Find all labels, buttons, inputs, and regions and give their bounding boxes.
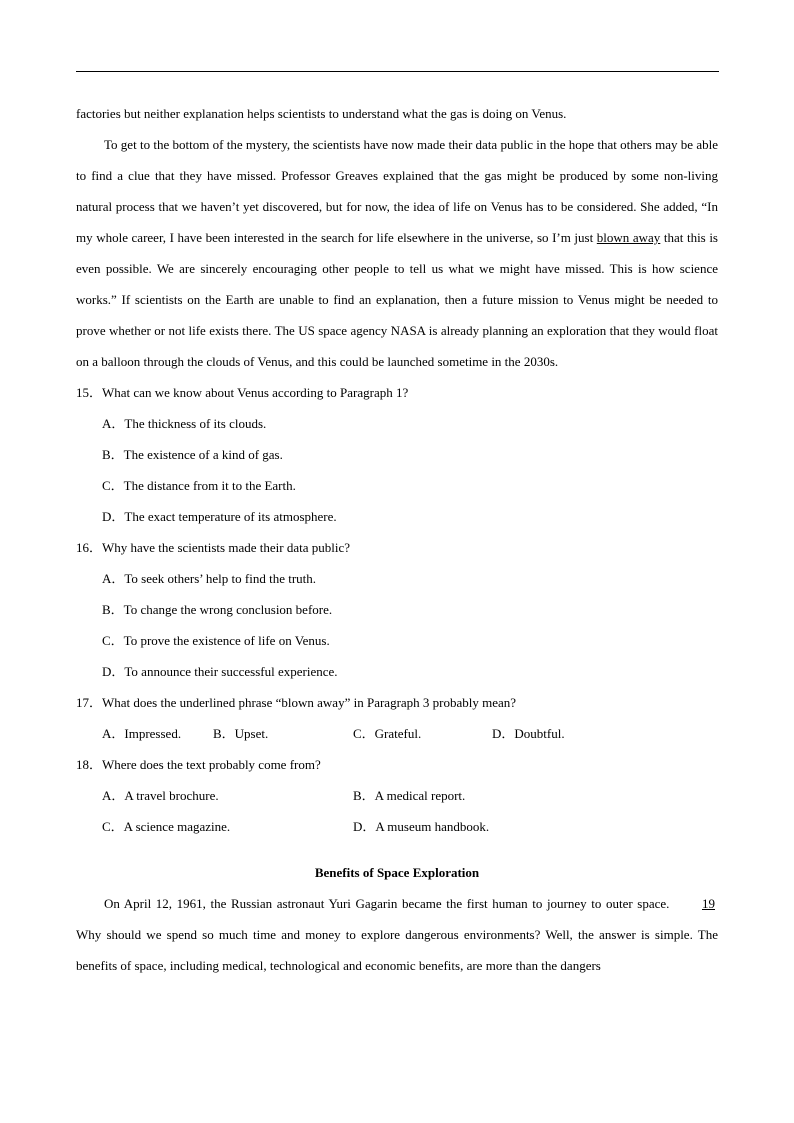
- paragraph-continued: factories but neither explanation helps scientists to understand what the gas is doing on Venus.: [76, 106, 567, 121]
- q16-option-a: A．To seek others’ help to find the truth.: [102, 571, 317, 586]
- question-17: 17．What does the underlined phrase “blown away” in Paragraph 3 probably mean?: [76, 695, 517, 710]
- question-16: 16．Why have the scientists made their data public?: [76, 540, 350, 555]
- passage-2-text-b: Why should we spend so much time and money to explore dangerous environments? Well, the answer is simple. The benefits of space, including medical, technological and economic benefits, are more than the dangers: [76, 927, 718, 973]
- paragraph-3-text-a: To get to the bottom of the mystery, the scientists have now made their data public in the hope that others may be able to find a clue that they have missed. Professor Greaves explained that the gas might be produced by some non-living natural process that we haven’t yet discovered, but for now, the idea of life on Venus has to be considered. She added, “In my whole career, I have been interested in the search for life elsewhere in the universe, so I’m just: [76, 137, 718, 245]
- question-15: 15．What can we know about Venus according to Paragraph 1?: [76, 385, 409, 400]
- q17-option-b: B．Upset.: [213, 726, 269, 741]
- passage-2-paragraph-1: [76, 888, 718, 981]
- paragraph-3-text-b: that this is even possible. We are sincerely encouraging other people to tell us what we might have missed. This is how science works.” If scientists on the Earth are unable to find an explanation, then a future mission to Venus might be needed to prove whether or not life exists there. The US space agency NASA is already planning an exploration that they would float on a balloon through the clouds of Venus, and this could be launched sometime in the 2030s.: [76, 230, 718, 369]
- paragraph-3: [76, 129, 718, 377]
- q16-option-d: D．To announce their successful experience.: [102, 664, 338, 679]
- blank-19: 19: [702, 896, 715, 911]
- passage-2-title: Benefits of Space Exploration: [314, 865, 480, 880]
- q18-option-c: C．A science magazine.: [102, 819, 231, 834]
- document-body: [76, 98, 718, 981]
- header-rule: [76, 71, 719, 72]
- q15-option-a: A．The thickness of its clouds.: [102, 416, 267, 431]
- q15-option-b: B．The existence of a kind of gas.: [102, 447, 283, 462]
- q17-option-a: A．Impressed.: [102, 726, 182, 741]
- q15-option-c: C．The distance from it to the Earth.: [102, 478, 296, 493]
- q18-option-b: B．A medical report.: [353, 788, 466, 803]
- question-18: 18．Where does the text probably come from?: [76, 757, 321, 772]
- q18-options-row-2: [76, 811, 718, 842]
- q17-option-d: D．Doubtful.: [492, 726, 565, 741]
- q17-option-c: C．Grateful.: [353, 726, 422, 741]
- q16-option-b: B．To change the wrong conclusion before.: [102, 602, 333, 617]
- underlined-phrase: blown away: [596, 230, 661, 245]
- q17-options: [76, 718, 718, 749]
- q18-options-row-1: [76, 780, 718, 811]
- q16-option-c: C．To prove the existence of life on Venus.: [102, 633, 330, 648]
- q18-option-a: A．A travel brochure.: [102, 788, 219, 803]
- q18-option-d: D．A museum handbook.: [353, 819, 490, 834]
- passage-2-text-a: On April 12, 1961, the Russian astronaut Yuri Gagarin became the first human to journey to outer space.: [104, 896, 674, 911]
- q15-option-d: D．The exact temperature of its atmosphere.: [102, 509, 337, 524]
